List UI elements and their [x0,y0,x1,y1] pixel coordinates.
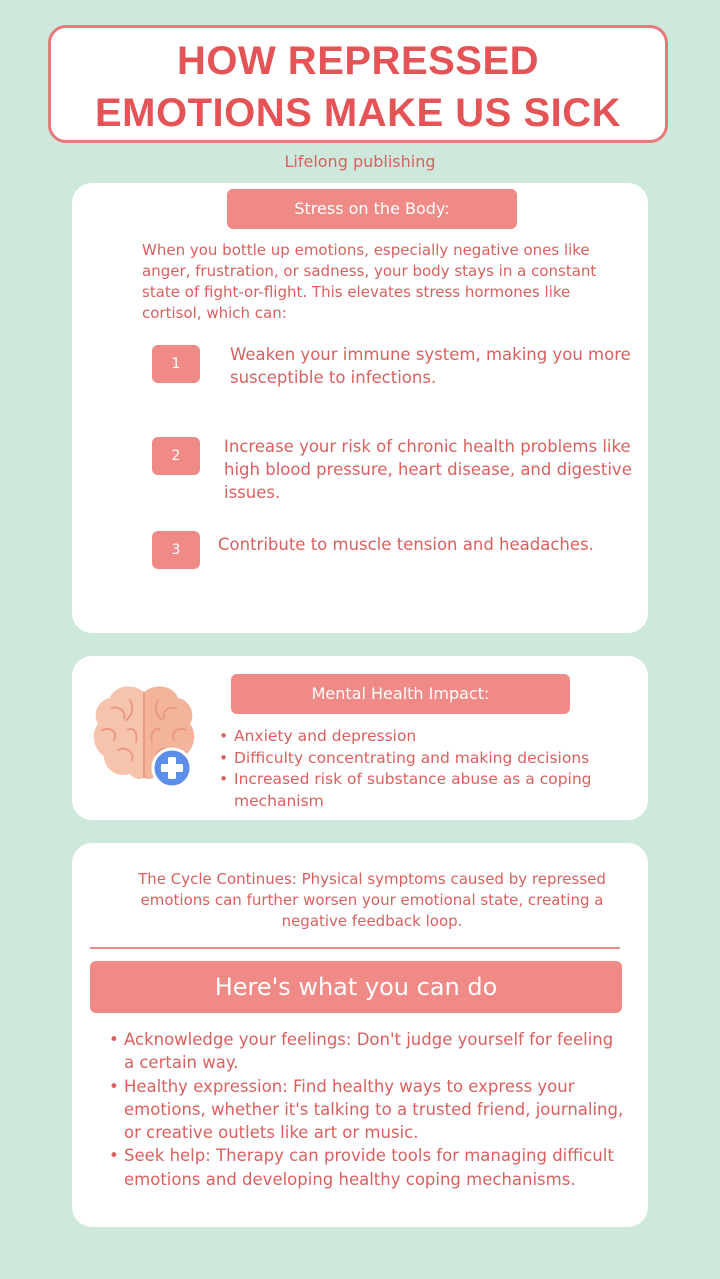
mental-list [217,726,637,812]
list-item: • Anxiety and depression [217,726,637,748]
item-number-badge: 2 [152,437,200,475]
brain-plus-icon [88,678,200,790]
list-item: • Increased risk of substance abuse as a coping mechanism [217,769,637,812]
page-title-line-2: EMOTIONS MAKE US SICK [94,91,622,135]
actions-list [107,1028,627,1191]
stress-item-text: Increase your risk of chronic health problems like high blood pressure, heart disease, and digestive issues. [224,437,632,502]
stress-intro: When you bottle up emotions, especially negative ones like anger, frustration, or sadness, your body stays in a constant state of fight-or-flight. This elevates stress hormones like cortisol, which can: [142,241,597,322]
stress-item-text: Weaken your immune system, making you more susceptible to infections. [230,345,631,387]
mental-heading: Mental Health Impact: [231,674,570,714]
stress-card [72,183,648,633]
action-card [72,843,648,1227]
divider [90,947,620,949]
actions-heading: Here's what you can do [90,961,622,1013]
cycle-text: The Cycle Continues: Physical symptoms caused by repressed emotions can further worsen your emotional state, creating a negative feedback loop. [138,870,606,930]
list-item: • Acknowledge your feelings: Don't judge yourself for feeling a certain way. [107,1028,627,1075]
stress-item-text: Contribute to muscle tension and headaches. [218,535,594,554]
item-number-badge: 1 [152,345,200,383]
mental-health-card [72,656,648,820]
page-title-line-1: HOW REPRESSED [176,39,540,83]
publisher-label: Lifelong publishing [284,152,436,171]
list-item: • Healthy expression: Find healthy ways to express your emotions, whether it's talking to a trusted friend, journaling, or creative outlets like art or music. [107,1075,627,1145]
title-box [48,25,668,143]
item-number-badge: 3 [152,531,200,569]
list-item: • Seek help: Therapy can provide tools for managing difficult emotions and developing healthy coping mechanisms. [107,1144,627,1191]
list-item: • Difficulty concentrating and making decisions [217,748,637,770]
stress-heading: Stress on the Body: [227,189,517,229]
